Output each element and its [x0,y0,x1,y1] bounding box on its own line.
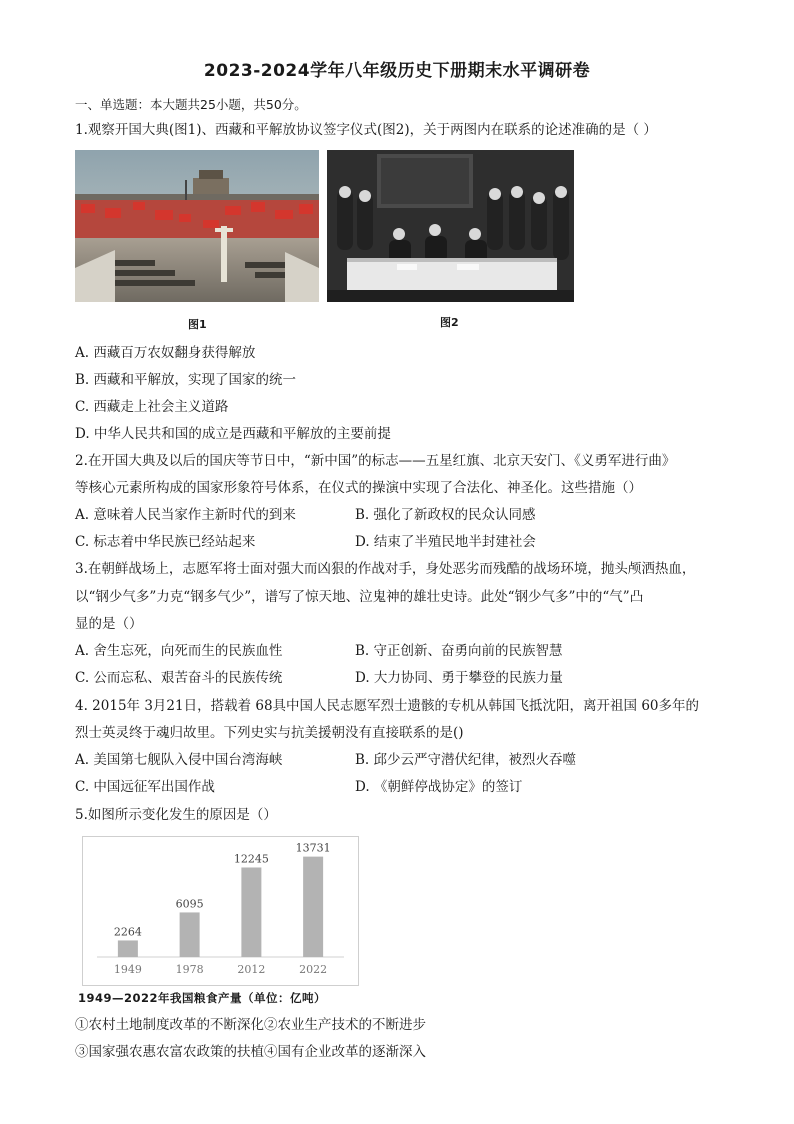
x-tick-2012: 2012 [237,963,266,976]
x-tick-2022: 2022 [299,963,328,976]
bar-1949 [118,940,138,957]
data-label-2022: 13731 [295,841,331,855]
grain-output-chart [82,836,359,986]
q2-option-c: C. 标志着中华民族已经站起来 [75,534,256,550]
data-label-1949: 2264 [113,925,142,939]
q2-stem-line-2: 等核心元素所构成的国家形象符号体系，在仪式的操演中实现了合法化、神圣化。这些措施（） [75,480,642,496]
section-heading: 一、单选题：本大题共25小题，共50分。 [75,97,307,112]
data-label-2012: 12245 [233,852,269,866]
q1-option-b: B. 西藏和平解放，实现了国家的统一 [75,372,297,388]
q2-stem-line-1: 2.在开国大典及以后的国庆等节日中，“新中国”的标志——五星红旗、北京天安门、《义勇军进行曲》 [75,453,676,469]
figure-2-caption: 图2 [440,316,459,329]
q3-option-a: A. 舍生忘死，向死而生的民族血性 [75,643,283,659]
x-tick-1949: 1949 [113,963,142,976]
grain-output-chart-svg [83,837,358,985]
chart-caption: 1949—2022年我国粮食产量（单位：亿吨） [78,991,327,1005]
q2-option-b: B. 强化了新政权的民众认同感 [355,507,536,523]
bar-2012 [241,867,261,957]
q3-stem-line-2: 以“钢少气多”力克“钢多气少”，谱写了惊天地、泣鬼神的雄壮史诗。此处“钢少气多”中的“气”凸 [75,589,644,605]
exam-title: 2023-2024学年八年级历史下册期末水平调研卷 [203,61,591,81]
figure-1-founding-ceremony-photo [75,150,319,302]
q1-option-d: D. 中华人民共和国的成立是西藏和平解放的主要前提 [75,426,391,442]
q3-stem-line-3: 显的是（） [75,616,143,632]
q3-option-c: C. 公而忘私、艰苦奋斗的民族传统 [75,670,283,686]
q2-option-a: A. 意味着人民当家作主新时代的到来 [75,507,296,523]
data-label-1978: 6095 [175,897,204,911]
q5-items-line-2: ③国家强农惠农富农政策的扶植④国有企业改革的逐渐深入 [75,1044,426,1060]
q4-option-d: D. 《朝鲜停战协定》的签订 [355,779,523,795]
figure-2-signing-ceremony-photo [327,150,574,302]
figure-1-caption: 图1 [188,318,207,331]
x-tick-1978: 1978 [175,963,204,976]
q4-option-c: C. 中国远征军出国作战 [75,779,215,795]
q1-option-a: A. 西藏百万农奴翻身获得解放 [75,345,256,361]
q1-stem: 1.观察开国大典(图1)、西藏和平解放协议签字仪式(图2)，关于两图内在联系的论述准确的是（ ） [75,122,657,138]
q5-items-line-1: ①农村土地制度改革的不断深化②农业生产技术的不断进步 [75,1017,426,1033]
q1-option-c: C. 西藏走上社会主义道路 [75,399,229,415]
q3-option-b: B. 守正创新、奋勇向前的民族智慧 [355,643,563,659]
bar-1978 [180,912,200,957]
q5-stem: 5.如图所示变化发生的原因是（） [75,807,277,823]
q3-option-d: D. 大力协同、勇于攀登的民族力量 [355,670,563,686]
q4-option-a: A. 美国第七舰队入侵中国台湾海峡 [75,752,283,768]
q3-stem-line-1: 3.在朝鲜战场上，志愿军将士面对强大而凶狠的作战对手，身处恶劣而残酷的战场环境，抛头颅洒热血， [75,561,696,577]
q4-stem-line-1: 4. 2015年 3月21日，搭载着 68具中国人民志愿军烈士遗骸的专机从韩国飞抵沈阳，离开祖国 60多年的 [75,698,700,714]
q2-option-d: D. 结束了半殖民地半封建社会 [355,534,536,550]
q4-stem-line-2: 烈士英灵终于魂归故里。下列史实与抗美援朝没有直接联系的是() [75,725,464,741]
q4-option-b: B. 邱少云严守潜伏纪律，被烈火吞噬 [355,752,577,768]
bar-2022 [303,857,323,957]
